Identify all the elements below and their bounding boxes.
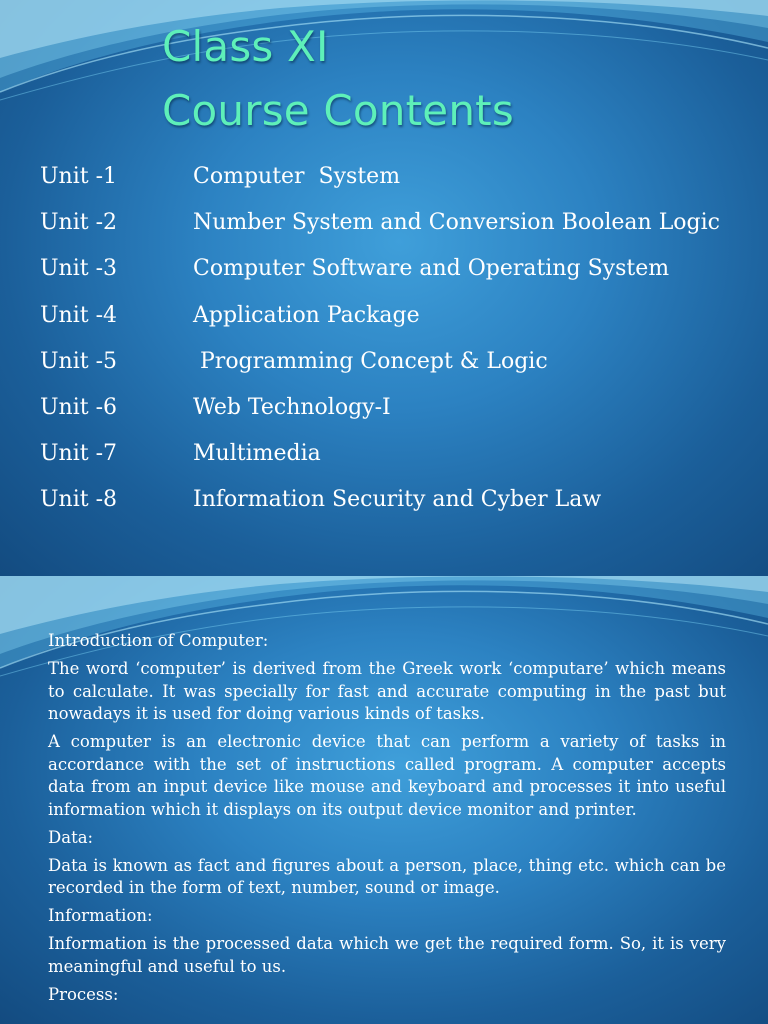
unit-title: Web Technology-I [193,394,391,420]
heading-introduction: Introduction of Computer: [48,631,269,650]
unit-row [0,395,768,441]
unit-title: Information Security and Cyber Law [193,487,602,513]
slide-introduction [0,576,768,1024]
unit-number: Unit -1 [40,164,118,189]
unit-title: Programming Concept & Logic [193,348,548,374]
heading-information: Information: [48,906,153,925]
unit-row [0,256,768,302]
unit-number: Unit -7 [40,441,118,467]
unit-row [0,349,768,395]
unit-row [0,164,768,210]
unit-number: Unit -6 [40,394,118,420]
unit-row [0,487,768,533]
unit-title: Computer Software and Operating System [193,256,670,282]
unit-number: Unit -3 [40,256,118,282]
unit-row [0,441,768,487]
paragraph-information: Information is the processed data which we get the required form. So, it is very meaningful and useful to us. [48,934,726,976]
unit-title: Computer System [193,164,401,189]
paragraph-computer-origin: The word ‘computer’ is derived from the Greek work ‘computare’ which means to calculate. It was specially for fast and accurate computing in the past but nowadays it is used for doing various kinds of tasks. [48,659,726,723]
slide-title-line-1: Class XI [162,22,329,71]
paragraph-computer-definition: A computer is an electronic device that can perform a variety of tasks in accordance with the set of instructions called program. A computer accepts data from an input device like mouse and keyboard and processes it into useful information which it displays on its output device monitor and printer. [48,732,726,819]
unit-row [0,210,768,256]
unit-number: Unit -4 [40,302,118,328]
unit-title: Number System and Conversion Boolean Logic [193,210,720,236]
unit-title: Multimedia [193,441,321,467]
unit-number: Unit -2 [40,210,118,236]
unit-row [0,303,768,349]
unit-list [0,164,768,534]
paragraph-data: Data is known as fact and figures about a person, place, thing etc. which can be recorded in the form of text, number, sound or image. [48,855,726,897]
heading-process: Process: [48,984,119,1004]
intro-body-text [48,630,726,1012]
unit-title: Application Package [193,302,420,328]
unit-number: Unit -8 [40,487,118,513]
unit-number: Unit -5 [40,348,118,374]
slide-title-line-2: Course Contents [162,86,514,135]
heading-data: Data: [48,827,94,847]
